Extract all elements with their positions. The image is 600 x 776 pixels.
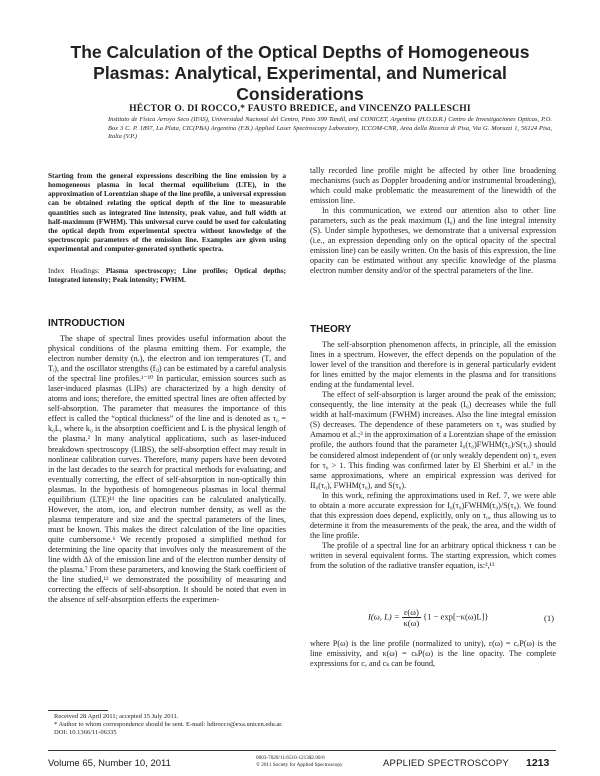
index-headings-label: Index Headings: [48, 267, 106, 275]
theory-body [310, 340, 556, 571]
equation-rhs: {1 − exp[−κ(ω)L]} [420, 611, 489, 622]
footer-journal: APPLIED SPECTROSCOPY [383, 758, 509, 769]
index-headings-terms: Plasma spectroscopy; Line profiles; Optical depths; Integrated intensity; Peak intensity; FWHM. [48, 267, 286, 285]
paragraph: tally recorded line profile might be affected by other line broadening mechanisms (such as Doppler broadening and/or instrumental broadening), which could make problematic the measurement of the linewidth of the emission line. [310, 166, 556, 206]
paragraph: In this communication, we extend our attention also to other line parameters, such as the peak maximum (I₀) and the line integral intensity (S). Under simple hypotheses, we demonstrate that a universal expression (i.e., an expression depending only on the optical opacity of the spectral emission line) can be easily written. On the basis of this expression, the line opacity can be estimated without any specific knowledge of the plasma electron number density and/or of the spectral parameters of the line. [310, 206, 556, 276]
equation-numerator: ε(ω) [403, 607, 419, 617]
section-heading-theory: THEORY [310, 324, 352, 335]
equation-denominator: κ(ω) [403, 618, 420, 628]
footer-volume: Volume 65, Number 10, 2011 [48, 758, 171, 769]
footer-divider [48, 750, 556, 751]
page-number: 1213 [526, 757, 550, 769]
footer-issn [256, 755, 356, 768]
footer-issn-line: 0003-7028/11/6510-1213$2.00/0 [256, 755, 325, 761]
affiliations: Instituto de Física Arroyo Seco (IFAS), Universidad Nacional del Centro, Pinto 399 Tandil, and CONICET, Argentina (H.O.D.R.) Centro de Investigaciones Opticas, P.O. Box 3 C. P. 1897, La Plata, CIC(PBA) Argentina (F.B.) Applied Laser Spectroscopy Laboratory, ICCOM-CNR, Area della Ricerca di Pisa, Via G. Moruzzi 1, 56124 Pisa, Italia (V.P.) [108, 116, 552, 141]
index-headings [48, 267, 286, 285]
equation-body [368, 607, 489, 628]
footnote-correspondence: * Author to whom correspondence should be sent. E-mail: hdirocco@exa.unicen.edu.ar. [54, 721, 283, 729]
equation-lhs: I(ω, L) = [368, 611, 402, 622]
paragraph: In this work, refining the approximations used in Ref. 7, we were able to obtain a more accurate expression for I₀(τ₀)FWHM(τ₀)/S(τ₀). We found that this expression does depend, explicitly, only on τ₀, thus allowing us to determine it from the measurements of the peak, the area, and the width of the line profile. [310, 490, 556, 540]
equation-1 [310, 603, 556, 633]
equation-fraction [402, 607, 421, 628]
paragraph: The self-absorption phenomenon affects, in principle, all the emission lines in a spectrum. However, the effect depends on the population of the lower level of the transition and therefore is in general particularly evident for lines emitted by the major elements in the plasma and for transitions ending at the fundamental level. [310, 340, 556, 390]
paragraph: The profile of a spectral line for an arbitrary optical thickness τ can be written in several equivalent forms. The starting expression, which comes from the solution of the radiative transfer equation, is:²,¹³ [310, 540, 556, 571]
footnote-received: Received 28 April 2011; accepted 15 July 2011. [54, 713, 179, 720]
abstract: Starting from the general expressions describing the line emission by a homogeneous plasma in local thermal equilibrium (LTE), in the approximation of Lorentzian shape of the line profile, a universal expression can be obtained relating the optical depth of the line to measurable quantities such as integrated line intensity, peak value, and full width at half-maximum (FWHM). This universal curve could be used for calculating the optical depth from experimental spectra without knowledge of the spectroscopic parameters of the emission line. Examples are given using experimental and computer-generated synthetic spectra. [48, 171, 286, 254]
footnote-divider [48, 710, 108, 711]
column2-continuation [310, 166, 556, 277]
article-title: The Calculation of the Optical Depths of Homogeneous Plasmas: Analytical, Experimental, and Numerical Considerations [70, 42, 530, 104]
introduction-body [48, 334, 286, 605]
footnotes [48, 713, 286, 738]
section-heading-introduction: INTRODUCTION [48, 318, 125, 329]
footer-copyright: © 2011 Society for Applied Spectroscopy [256, 761, 343, 768]
paragraph: The shape of spectral lines provides useful information about the physical conditions of the plasma emitting them. For example, the electron number density (nₑ), the electron and ion temperatures (Tₑ and Tᵢ), and the oscillator strengths (fᵢⱼ) can be estimated by a careful analysis of the spectral line profiles.¹⁻¹⁰ In particular, emission sources such as laser-induced plasmas (LIPs) are characterized by a high density of atoms and ions; therefore, the emitted spectral lines are often affected by self-absorption. The parameter that measures the importance of this effect is called the “optical thickness” of the line and is denoted as τ₀ = k₀L, where k₀ is the absorption coefficient and L is the physical length of the plasma.² In many analytical applications, such as laser-induced breakdown spectroscopy (LIBS), the self-absorption effect may result in nonlinear calibration curves. Therefore, many papers have been devoted in the last decades to the search for practical methods for evaluating, and eventually correcting, the effect of self-absorption in non-optically thin plasmas. In the hypothesis of homogeneous plasmas in local thermal equilibrium (LTE)¹¹ the line opacities can be calculated analytically. However, the atom, ion, and electron number density, as well as the plasma temperature and size and the spectral parameters of the lines, must be known. This makes the direct calculation of the line opacities quite cumbersome.⁶ We recently proposed a simplified method for determining the line opacity that involves only the measurement of the line width Δλ of the emission line and of the electron number density of the plasma.⁷ From these parameters, and knowing the Stark coefficient of the line studied,¹² we demonstrated the possibility of measuring and correcting the effects of self-absorption. It should be noted that even in the absence of self-absorption effects the experimen- [48, 334, 286, 605]
after-equation-text: where P(ω) is the line profile (normalized to unity), ε(ω) = cₑP(ω) is the line emissivity, and κ(ω) = cₖP(ω) is the line opacity. The complete expressions for cₑ and cₖ can be found, [310, 639, 556, 669]
footnote-doi: DOI: 10.1366/11-06335 [54, 729, 117, 737]
author-list: HÉCTOR O. DI ROCCO,* FAUSTO BREDICE, and VINCENZO PALLESCHI [129, 103, 471, 114]
paragraph: The effect of self-absorption is larger around the peak of the emission; consequently, the line intensity at the peak (I₀) decreases while the full width at half-maximum (FWHM) increases. Also the line integral emission (S) decreases. The dependence of these parameters on τ₀ was studied by Amamou et al.;³ in the approximation of a Lorentzian shape of the emission profile, the authors found that the parameter I₀(τ₀)FWHM(τ₀)/S(τ₀) should be considered almost independent of (or only weakly dependent on) τ₀ even for τ₀ > 1. This finding was confirmed later by El Sherbini et al.⁷ in the same approximations, where an empirical expression was derived for II₀(τ₀), FWHM(τ₀), and S(τ₀). [310, 390, 556, 490]
equation-number: (1) [543, 613, 554, 623]
